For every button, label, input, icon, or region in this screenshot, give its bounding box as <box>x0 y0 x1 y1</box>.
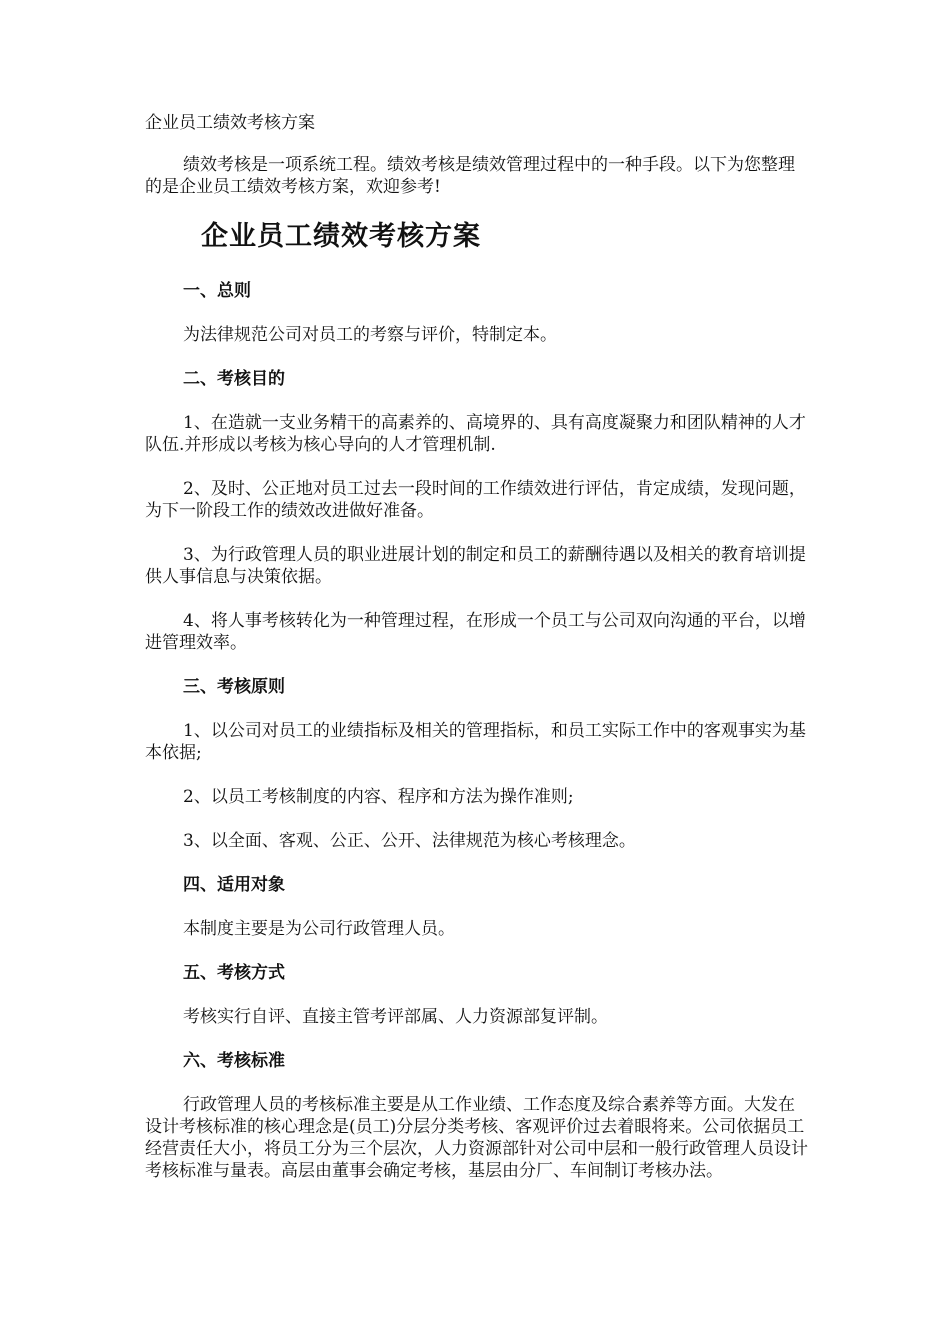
section-heading-standards: 六、考核标准 <box>183 1051 285 1071</box>
section-heading-general: 一、总则 <box>183 281 251 301</box>
section-paragraph: 行政管理人员的考核标准主要是从工作业绩、工作态度及综合素养等方面。大发在设计考核标准的核心理念是(员工)分层分类考核、客观评价过去着眼将来。公司依据员工经营责任大小，将员工分为三个层次，人力资源部针对公司中层和一般行政管理人员设计考核标准与量表。高层由董事会确定考核，基层由分厂、车间制订考核办法。 <box>145 1095 808 1181</box>
document-header-title: 企业员工绩效考核方案 <box>145 113 315 133</box>
section-paragraph: 为法律规范公司对员工的考察与评价，特制定本。 <box>183 325 557 345</box>
section-paragraph: 4、将人事考核转化为一种管理过程，在形成一个员工与公司双向沟通的平台，以增进管理效率。 <box>145 611 806 653</box>
document-page <box>145 112 810 1204</box>
section-paragraph: 1、在造就一支业务精干的高素养的、高境界的、具有高度凝聚力和团队精神的人才队伍.并形成以考核为核心导向的人才管理机制. <box>145 413 806 455</box>
section-heading-principles: 三、考核原则 <box>183 677 285 697</box>
section-paragraph: 2、以员工考核制度的内容、程序和方法为操作准则; <box>183 787 574 807</box>
intro-paragraph: 绩效考核是一项系统工程。绩效考核是绩效管理过程中的一种手段。以下为您整理的是企业员工绩效考核方案，欢迎参考! <box>145 155 795 197</box>
section-paragraph: 3、以全面、客观、公正、公开、法律规范为核心考核理念。 <box>183 831 636 851</box>
section-heading-method: 五、考核方式 <box>183 963 285 983</box>
section-paragraph: 3、为行政管理人员的职业进展计划的制定和员工的薪酬待遇以及相关的教育培训提供人事信息与决策依据。 <box>145 545 806 587</box>
section-paragraph: 2、及时、公正地对员工过去一段时间的工作绩效进行评估，肯定成绩，发现问题，为下一阶段工作的绩效改进做好准备。 <box>145 479 806 521</box>
section-paragraph: 本制度主要是为公司行政管理人员。 <box>183 919 455 939</box>
section-heading-scope: 四、适用对象 <box>183 875 285 895</box>
section-paragraph: 考核实行自评、直接主管考评部属、人力资源部复评制。 <box>183 1007 608 1027</box>
section-paragraph: 1、以公司对员工的业绩指标及相关的管理指标，和员工实际工作中的客观事实为基本依据; <box>145 721 806 763</box>
main-title: 企业员工绩效考核方案 <box>201 221 481 252</box>
section-heading-purpose: 二、考核目的 <box>183 369 285 389</box>
